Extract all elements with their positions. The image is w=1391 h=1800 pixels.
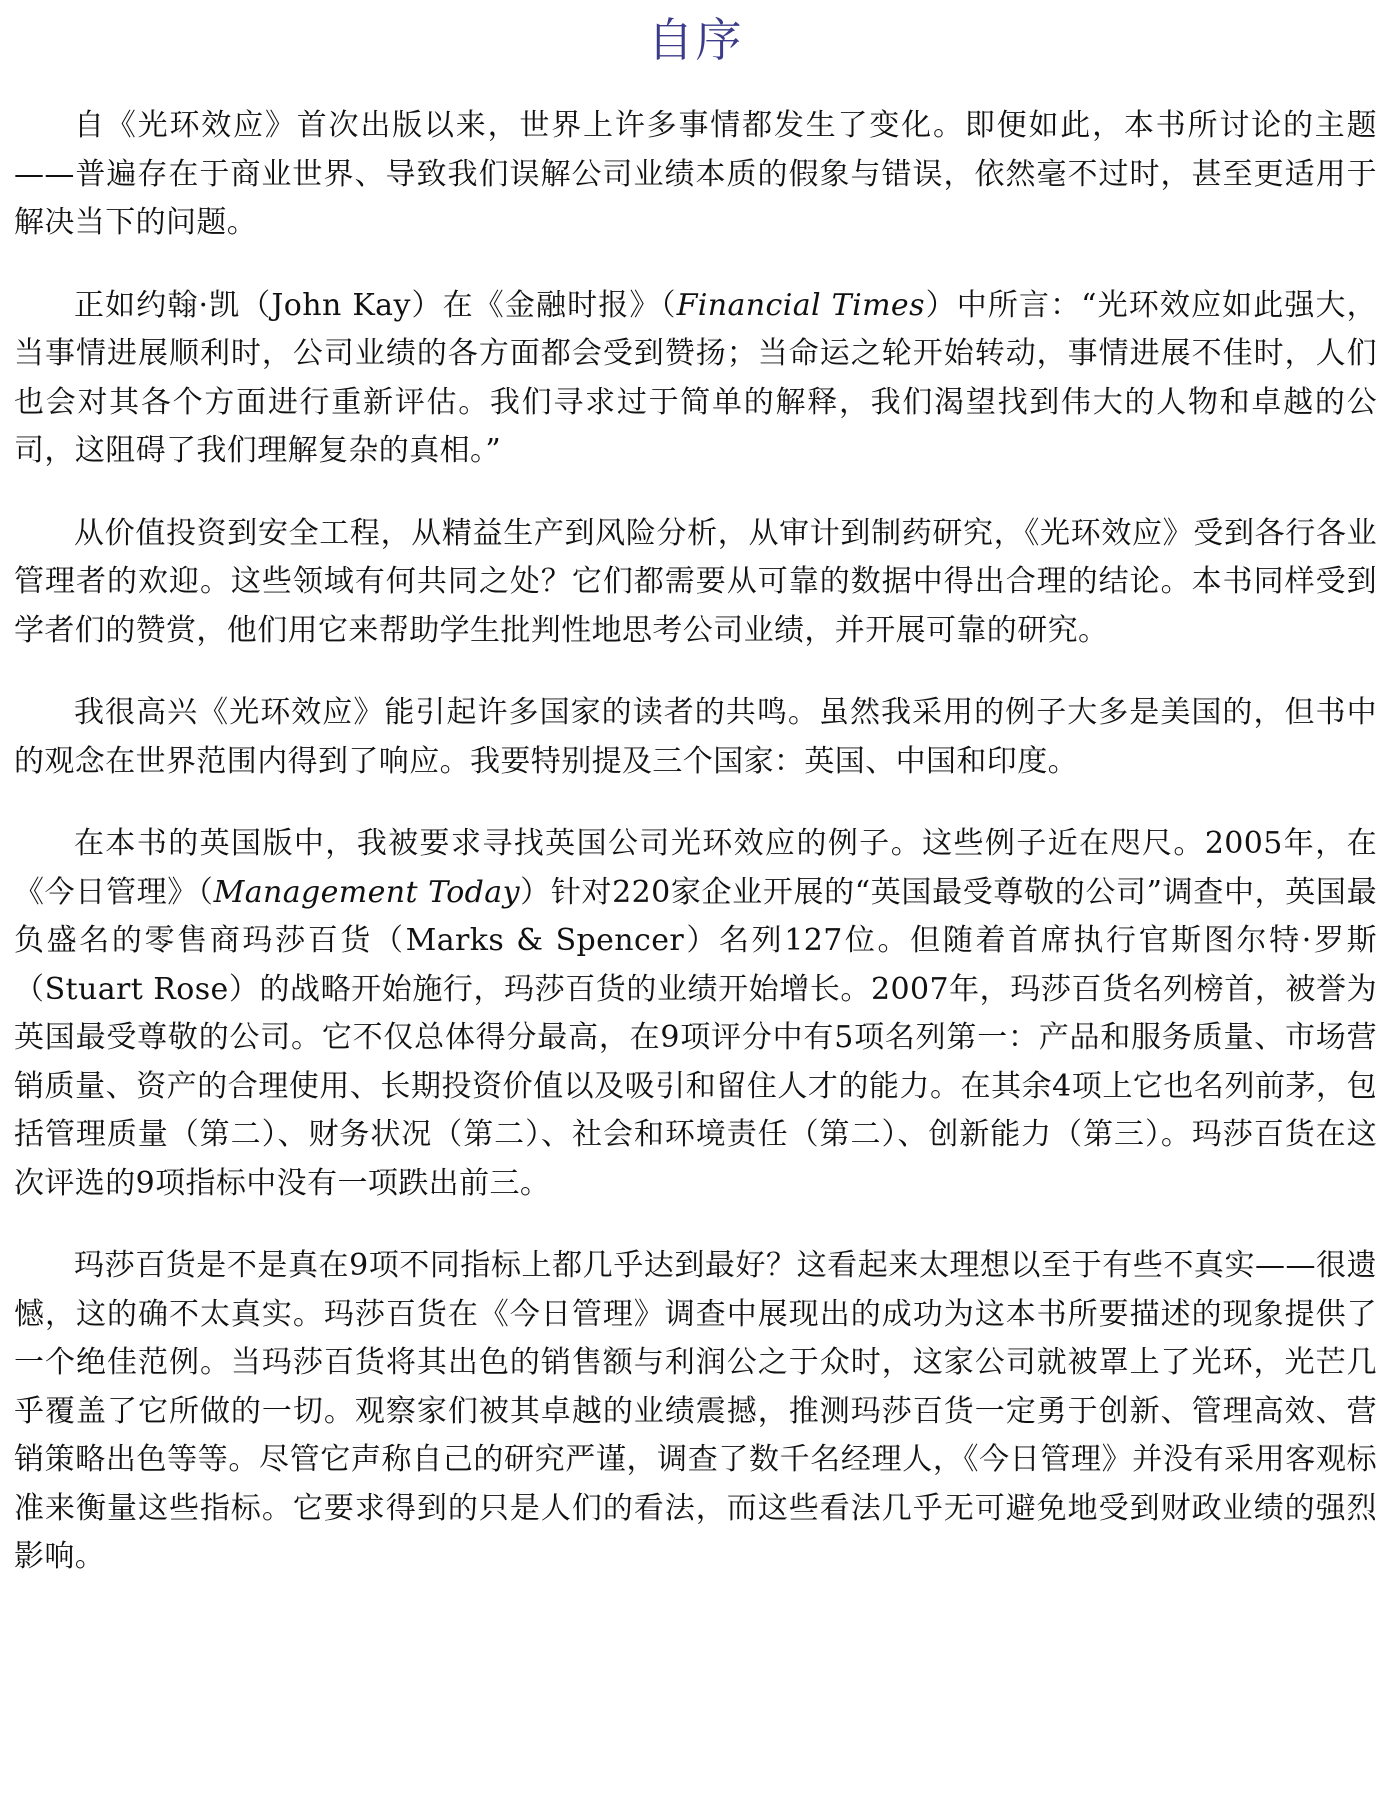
paragraph-2-text-b: ）中所言：“光环效应如此强大，当事情进展顺利时，公司业绩的各方面都会受到赞扬；当命运之轮开始转动，事情进展不佳时，人们也会对其各个方面进行重新评估。我们寻求过于简单的解释，我们渴望找到伟大的人物和卓越的公司，这阻碍了我们理解复杂的真相。” — [14, 287, 1377, 468]
paragraph-5-text-b: ）针对220家企业开展的“英国最受尊敬的公司”调查中，英国最负盛名的零售商玛莎百货（Marks & Spencer）名列127位。但随着首席执行官斯图尔特·罗斯（Stuart Rose）的战略开始施行，玛莎百货的业绩开始增长。2007年，玛莎百货名列榜首，被誉为英国最受尊敬的公司。它不仅总体得分最高，在9项评分中有5项名列第一：产品和服务质量、市场营销质量、资产的合理使用、长期投资价值以及吸引和留住人才的能力。在其余4项上它也名列前茅，包括管理质量（第二）、财务状况（第二）、社会和环境责任（第二）、创新能力（第三）。玛莎百货在这次评选的9项指标中没有一项跌出前三。 — [14, 874, 1377, 1201]
body-text — [14, 102, 1377, 1582]
paragraph-5-text-a: 在本书的英国版中，我被要求寻找英国公司光环效应的例子。这些例子近在咫尺。2005年，在《今日管理》（ — [14, 826, 1377, 910]
paragraph-6 — [14, 1242, 1377, 1582]
paragraph-3 — [14, 510, 1377, 656]
paragraph-6-text: 玛莎百货是不是真在9项不同指标上都几乎达到最好？这看起来太理想以至于有些不真实——很遗憾，这的确不太真实。玛莎百货在《今日管理》调查中展现出的成功为这本书所要描述的现象提供了一个绝佳范例。当玛莎百货将其出色的销售额与利润公之于众时，这家公司就被罩上了光环，光芒几乎覆盖了它所做的一切。观察家们被其卓越的业绩震撼，推测玛莎百货一定勇于创新、管理高效、营销策略出色等等。尽管它声称自己的研究严谨，调查了数千名经理人，《今日管理》并没有采用客观标准来衡量这些指标。它要求得到的只是人们的看法，而这些看法几乎无可避免地受到财政业绩的强烈影响。 — [14, 1248, 1377, 1574]
paragraph-4-text: 我很高兴《光环效应》能引起许多国家的读者的共鸣。虽然我采用的例子大多是美国的，但书中的观念在世界范围内得到了响应。我要特别提及三个国家：英国、中国和印度。 — [14, 695, 1377, 779]
paragraph-2-italic-title: Financial Times — [676, 287, 925, 323]
paragraph-2 — [14, 282, 1377, 476]
paragraph-1 — [14, 102, 1377, 248]
page-title: 自序 — [647, 13, 744, 67]
paragraph-2-text-a: 正如约翰·凯（John Kay）在《金融时报》（ — [74, 287, 677, 323]
paragraph-5 — [14, 820, 1377, 1208]
paragraph-4 — [14, 689, 1377, 786]
paragraph-5-italic-title: Management Today — [213, 874, 520, 910]
paragraph-3-text: 从价值投资到安全工程，从精益生产到风险分析，从审计到制药研究，《光环效应》受到各行各业管理者的欢迎。这些领域有何共同之处？它们都需要从可靠的数据中得出合理的结论。本书同样受到学者们的赞赏，他们用它来帮助学生批判性地思考公司业绩，并开展可靠的研究。 — [14, 515, 1377, 648]
paragraph-1-text: 自《光环效应》首次出版以来，世界上许多事情都发生了变化。即便如此，本书所讨论的主题——普遍存在于商业世界、导致我们误解公司业绩本质的假象与错误，依然毫不过时，甚至更适用于解决当下的问题。 — [14, 108, 1377, 240]
